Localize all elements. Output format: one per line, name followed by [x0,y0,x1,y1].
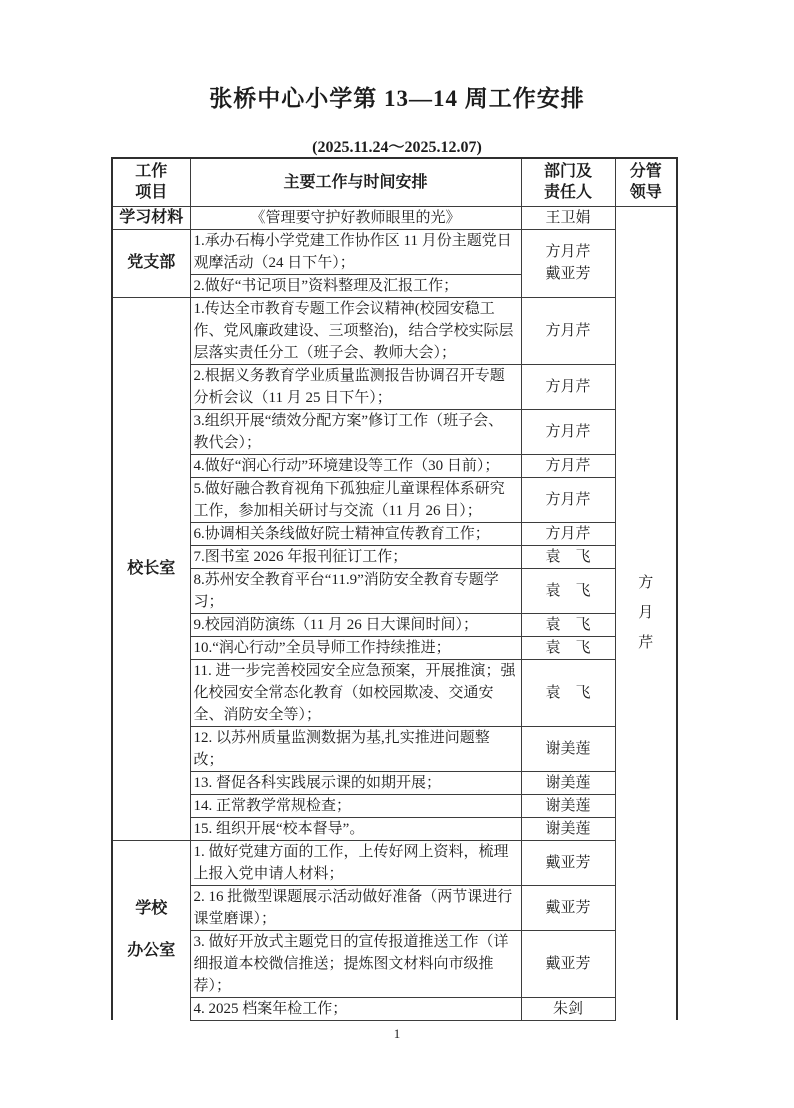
owner-cell: 方月芹 [521,364,615,409]
task-cell: 3.组织开展“绩效分配方案”修订工作（班子会、教代会）； [190,409,521,454]
section-label-study-material: 学习材料 [112,206,190,229]
task-cell: 1.传达全市教育专题工作会议精神(校园安稳工作、党风廉政建设、三项整治)，结合学校实际层层落实责任分工（班子会、教师大会）； [190,297,521,364]
task-cell: 2.根据义务教育学业质量监测报告协调召开专题分析会议（11 月 25 日下午）； [190,364,521,409]
table-row [112,229,677,274]
owner-cell: 方月芹 [521,522,615,545]
table-row [112,613,677,636]
task-cell: 13. 督促各科实践展示课的如期开展； [190,771,521,794]
owner-cell: 方月芹 [521,409,615,454]
task-cell: 14. 正常教学常规检查； [190,794,521,817]
task-cell: 6.协调相关条线做好院士精神宣传教育工作； [190,522,521,545]
owner-cell: 袁 飞 [521,568,615,613]
owner-cell: 袁 飞 [521,659,615,726]
task-cell: 4.做好“润心行动”环境建设等工作（30 日前）； [190,454,521,477]
owner-cell: 方月芹 [521,477,615,522]
header-leader: 分管 领导 [615,158,677,206]
table-row [112,930,677,997]
task-cell: 9.校园消防演练（11 月 26 日大课间时间）； [190,613,521,636]
page-title: 张桥中心小学第 13—14 周工作安排 [209,86,585,111]
task-cell: 1. 做好党建方面的工作，上传好网上资料，梳理上报入党申请人材料； [190,840,521,885]
table-row [112,636,677,659]
owner-cell: 方月芹 [521,297,615,364]
table-row [112,840,677,885]
work-schedule-table [111,157,678,1021]
table-row [112,771,677,794]
table-row [112,659,677,726]
task-cell: 7.图书室 2026 年报刊征订工作； [190,545,521,568]
date-range: (2025.11.24～2025.12.07) [312,139,482,156]
owner-cell: 袁 飞 [521,636,615,659]
table-row [112,409,677,454]
owner-cell: 谢美莲 [521,794,615,817]
owner-cell: 袁 飞 [521,545,615,568]
task-cell: 2. 16 批微型课题展示活动做好准备（两节课进行课堂磨课）； [190,885,521,930]
table-row [112,522,677,545]
task-cell: 5.做好融合教育视角下孤独症儿童课程体系研究工作，参加相关研讨与交流（11 月 26 日）； [190,477,521,522]
table-row [112,545,677,568]
task-cell: 12. 以苏州质量监测数据为基,扎实推进问题整改； [190,726,521,771]
table-row [112,885,677,930]
task-cell: 11. 进一步完善校园安全应急预案，开展推演；强化校园安全常态化教育（如校园欺凌、交通安全、消防安全等）； [190,659,521,726]
table-row [112,477,677,522]
section-label-school-office: 学校 办公室 [112,840,190,1020]
table-row [112,568,677,613]
task-cell: 10.“润心行动”全员导师工作持续推进； [190,636,521,659]
task-cell: 2.做好“书记项目”资料整理及汇报工作； [190,274,521,297]
owner-cell: 谢美莲 [521,771,615,794]
task-cell: 4. 2025 档案年检工作； [190,997,521,1020]
table-row [112,297,677,364]
table-row [112,817,677,840]
header-main-work: 主要工作与时间安排 [190,158,521,206]
header-department: 部门及 责任人 [521,158,615,206]
owner-cell: 袁 飞 [521,613,615,636]
owner-cell: 谢美莲 [521,726,615,771]
owner-cell: 戴亚芳 [521,930,615,997]
table-row [112,206,677,229]
page-number: 1 [393,1026,401,1041]
table-row [112,794,677,817]
owner-cell: 谢美莲 [521,817,615,840]
header-work-item: 工作 项目 [112,158,190,206]
section-label-party-branch: 党支部 [112,229,190,297]
owner-cell: 方月芹 [521,454,615,477]
header-row [112,158,677,206]
owner-cell: 戴亚芳 [521,885,615,930]
section-label-principal-office: 校长室 [112,297,190,840]
table-row [112,454,677,477]
lead-cell: 方 月 芹 [615,206,677,1020]
owner-cell: 方月芹 戴亚芳 [521,229,615,297]
table-row [112,364,677,409]
owner-cell: 戴亚芳 [521,840,615,885]
table-row [112,997,677,1020]
task-cell: 1.承办石梅小学党建工作协作区 11 月份主题党日观摩活动（24 日下午）； [190,229,521,274]
task-cell: 3. 做好开放式主题党日的宣传报道推送工作（详细报道本校微信推送；提炼图文材料向市级推荐）； [190,930,521,997]
task-cell: 8.苏州安全教育平台“11.9”消防安全教育专题学习； [190,568,521,613]
table-row [112,726,677,771]
task-cell: 《管理要守护好教师眼里的光》 [190,206,521,229]
owner-cell: 朱剑 [521,997,615,1020]
task-cell: 15. 组织开展“校本督导”。 [190,817,521,840]
owner-cell: 王卫娟 [521,206,615,229]
